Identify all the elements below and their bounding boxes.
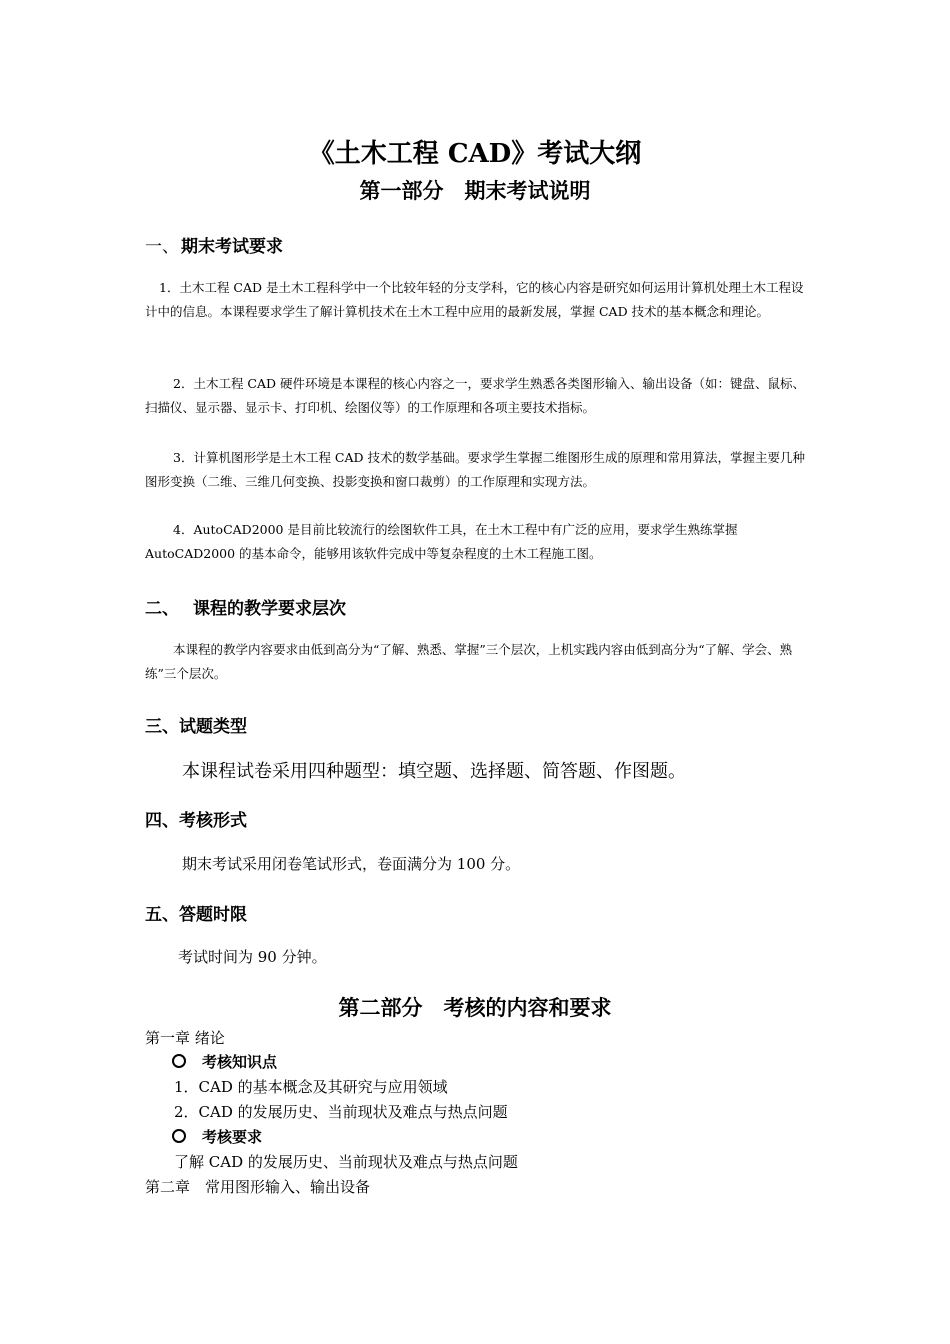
section1-title: 期末考试要求 [181,237,283,257]
section1-paragraph-2: 2．土木工程 CAD 硬件环境是本课程的核心内容之一，要求学生熟悉各类图形输入、输出设备（如：键盘、鼠标、扫描仪、显示器、显示卡、打印机、绘图仪等）的工作原理和各项主要技术指标。 [145,376,806,415]
chapter1-requirements-label: 考核要求 [172,1126,262,1147]
section1-paragraph-4: 4．AutoCAD2000 是目前比较流行的绘图软件工具，在土木工程中有广泛的应用，要求学生熟练掌握 AutoCAD2000 的基本命令，能够用该软件完成中等复杂程度的土木工程施工图。 [145,522,738,561]
section1-paragraph-3: 3．计算机图形学是土木工程 CAD 技术的数学基础。要求学生掌握二维图形生成的原理和常用算法，掌握主要几种图形变换（二维、三维几何变换、投影变换和窗口裁剪）的工作原理和实现方法。 [145,450,806,489]
chapter1-knowledge-points-label: 考核知识点 [172,1051,277,1072]
section5-heading: 五、答题时限 [145,905,247,925]
section4-paragraph: 期末考试采用闭卷笔试形式，卷面满分为 100 分。 [182,855,521,873]
section5-paragraph: 考试时间为 90 分钟。 [178,948,327,966]
section2-number: 二、 [145,599,179,619]
chapter2-heading: 第二章 常用图形输入、输出设备 [145,1178,371,1196]
section3-paragraph: 本课程试卷采用四种题型：填空题、选择题、简答题、作图题。 [182,761,686,782]
section1-heading [145,232,283,257]
section2-title: 课程的教学要求层次 [193,599,346,619]
circle-bullet-icon [172,1054,186,1068]
part2-title: 第二部分 考核的内容和要求 [338,996,612,1020]
section2-heading [145,594,346,619]
circle-bullet-icon [172,1129,186,1143]
section2-paragraph: 本课程的教学内容要求由低到高分为“了解、熟悉、掌握”三个层次，上机实践内容由低到高分为“了解、学会、熟练”三个层次。 [145,642,793,681]
section1-paragraph-1: 1．土木工程 CAD 是土木工程科学中一个比较年轻的分支学科，它的核心内容是研究如何运用计算机处理土木工程设计中的信息。本课程要求学生了解计算机技术在土木工程中应用的最新发展，掌握 CAD 技术的基本概念和理论。 [145,280,804,319]
chapter1-knowledge-point-2: 2．CAD 的发展历史、当前现状及难点与热点问题 [174,1103,508,1121]
document-title: 《土木工程 CAD》考试大纲 [308,139,642,169]
chapter1-requirement: 了解 CAD 的发展历史、当前现状及难点与热点问题 [174,1153,518,1171]
chapter1-heading: 第一章 绪论 [145,1029,225,1047]
section4-heading: 四、考核形式 [145,811,247,831]
chapter1-knowledge-point-1: 1．CAD 的基本概念及其研究与应用领域 [174,1078,448,1096]
section3-heading: 三、试题类型 [145,717,247,737]
part1-title: 第一部分 期末考试说明 [359,179,591,203]
section1-number: 一、 [145,237,179,257]
